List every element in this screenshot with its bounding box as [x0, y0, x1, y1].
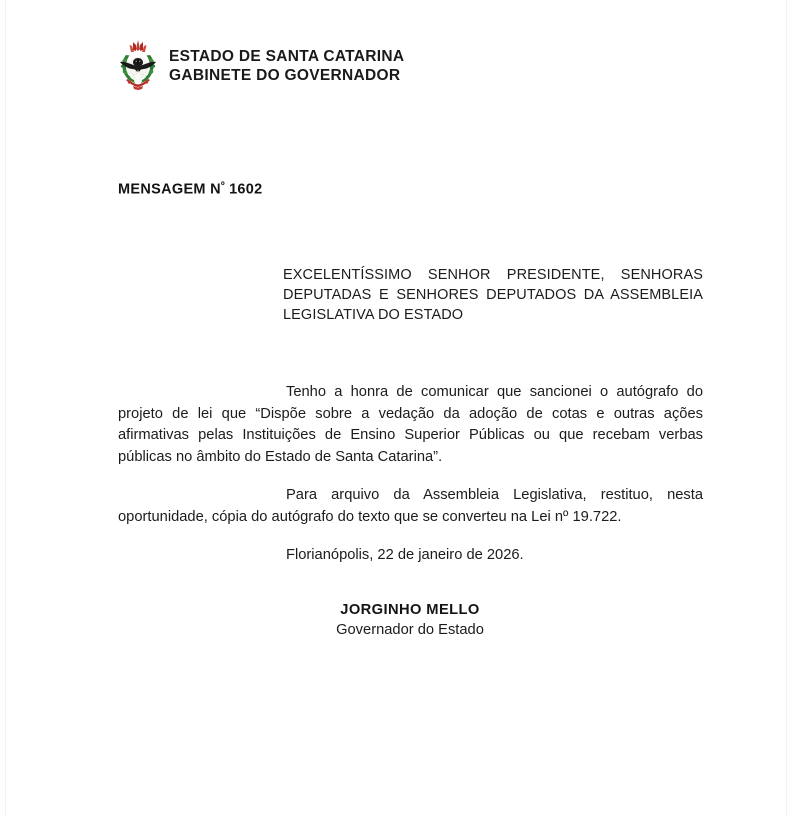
addressee-block: EXCELENTÍSSIMO SENHOR PRESIDENTE, SENHORAS DEPUTADAS E SENHORES DEPUTADOS DA ASSEMBLEIA LEGISLATIVA DO ESTADO [283, 267, 703, 323]
scan-edge-right [786, 0, 787, 816]
message-number-value: 1602 [229, 181, 263, 198]
signatory-name: JORGINHO MELLO [340, 602, 480, 618]
letterhead-state-line: ESTADO DE SANTA CATARINA [169, 48, 405, 65]
scan-edge-left [5, 0, 6, 816]
message-number-label: MENSAGEM N [118, 181, 221, 198]
date-line: Florianópolis, 22 de janeiro de 2026. [286, 547, 524, 563]
body-paragraph-1: Tenho a honra de comunicar que sancionei o autógrafo do projeto de lei que “Dispõe sobre a vedação da adoção de cotas e outras ações afirmativas pelas Instituições de Ensino Superior Públicas ou que recebam verbas públicas no âmbito do Estado de Santa Catarina”. [118, 384, 703, 465]
letterhead-office-line: GABINETE DO GOVERNADOR [169, 67, 401, 84]
document-body [118, 382, 703, 567]
message-number [118, 181, 263, 197]
letterhead-text [169, 38, 404, 85]
body-paragraph-2: Para arquivo da Assembleia Legislativa, restituo, nesta oportunidade, cópia do autógrafo do texto que se converteu na Lei nº 19.722. [118, 487, 703, 525]
message-number-ordinal: º [220, 181, 225, 192]
signatory-title: Governador do Estado [336, 622, 484, 638]
signature-block [180, 601, 640, 640]
letterhead [113, 38, 404, 93]
santa-catarina-coat-of-arms-icon [113, 38, 163, 93]
